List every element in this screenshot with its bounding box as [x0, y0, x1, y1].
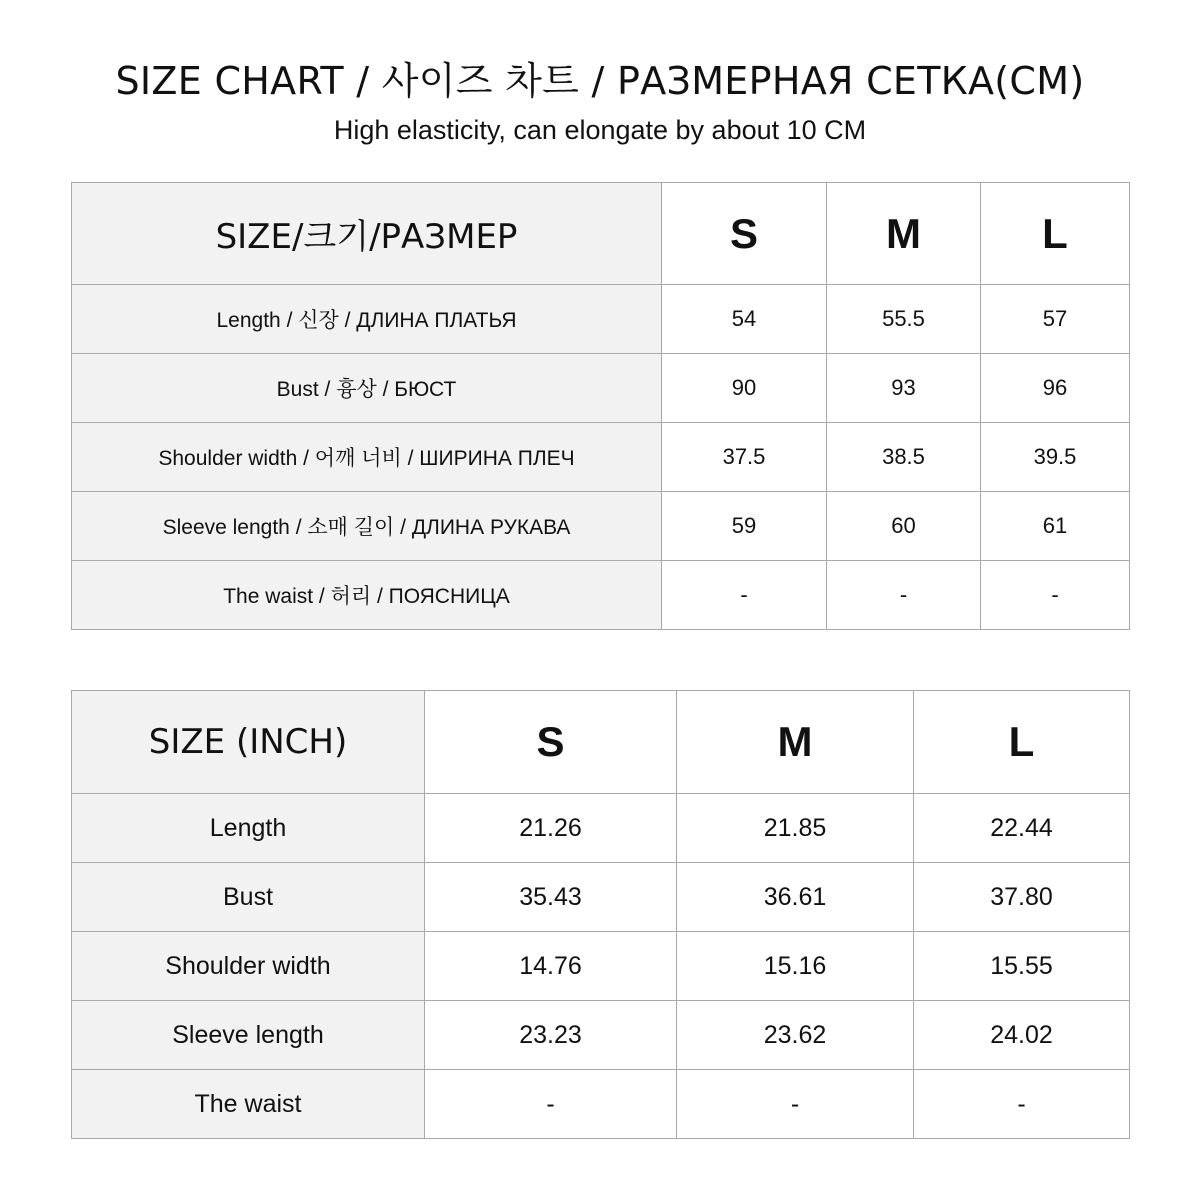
row-label-waist: The waist: [72, 1070, 425, 1139]
page-subtitle: High elasticity, can elongate by about 10 CM: [333, 115, 867, 145]
size-header-label: SIZE/크기/РАЗМЕР: [72, 183, 662, 285]
row-label-bust: Bust: [72, 863, 425, 932]
table-cell: 59: [662, 492, 827, 561]
table-row: [72, 492, 1130, 561]
table-cell: 54: [662, 285, 827, 354]
size-header-m: M: [677, 691, 914, 794]
table-row: [72, 932, 1130, 1001]
row-label-shoulder-width: Shoulder width: [72, 932, 425, 1001]
table-row: [72, 794, 1130, 863]
table-cell: 22.44: [914, 794, 1130, 863]
size-table-inch: [71, 690, 1130, 1139]
size-header-m: M: [827, 183, 981, 285]
table-cell: 60: [827, 492, 981, 561]
table-cell: -: [662, 561, 827, 630]
size-header-l: L: [981, 183, 1130, 285]
size-header-label: SIZE (INCH): [72, 691, 425, 794]
table-cell: 21.26: [425, 794, 677, 863]
table-cell: 96: [981, 354, 1130, 423]
table-row: [72, 561, 1130, 630]
table-cell: 37.5: [662, 423, 827, 492]
table-cell: -: [981, 561, 1130, 630]
table-row: [72, 1070, 1130, 1139]
table-cell: -: [425, 1070, 677, 1139]
table-header-row: [72, 691, 1130, 794]
row-label-length: Length / 신장 / ДЛИНА ПЛАТЬЯ: [72, 285, 662, 354]
row-label-sleeve-length: Sleeve length / 소매 길이 / ДЛИНА РУКАВА: [72, 492, 662, 561]
row-label-bust: Bust / 흉상 / БЮСТ: [72, 354, 662, 423]
table-cell: 57: [981, 285, 1130, 354]
table-cell: 93: [827, 354, 981, 423]
table-row: [72, 863, 1130, 932]
table-cell: 36.61: [677, 863, 914, 932]
table-cell: 61: [981, 492, 1130, 561]
table-cell: 23.62: [677, 1001, 914, 1070]
row-label-sleeve-length: Sleeve length: [72, 1001, 425, 1070]
size-header-s: S: [662, 183, 827, 285]
table-row: [72, 423, 1130, 492]
table-cell: 39.5: [981, 423, 1130, 492]
table-cell: 35.43: [425, 863, 677, 932]
table-cell: 90: [662, 354, 827, 423]
size-header-s: S: [425, 691, 677, 794]
row-label-length: Length: [72, 794, 425, 863]
row-label-shoulder-width: Shoulder width / 어깨 너비 / ШИРИНА ПЛЕЧ: [72, 423, 662, 492]
table-cell: 55.5: [827, 285, 981, 354]
table-cell: -: [827, 561, 981, 630]
page-title: SIZE CHART / 사이즈 차트 / РАЗМЕРНАЯ СЕТКА(CM): [115, 59, 1085, 103]
table-cell: 23.23: [425, 1001, 677, 1070]
table-cell: 21.85: [677, 794, 914, 863]
table-cell: 37.80: [914, 863, 1130, 932]
table-cell: 24.02: [914, 1001, 1130, 1070]
table-cell: 38.5: [827, 423, 981, 492]
size-table-cm: [71, 182, 1130, 630]
table-row: [72, 354, 1130, 423]
table-cell: 15.55: [914, 932, 1130, 1001]
table-cell: 14.76: [425, 932, 677, 1001]
table-header-row: [72, 183, 1130, 285]
size-header-l: L: [914, 691, 1130, 794]
table-cell: 15.16: [677, 932, 914, 1001]
table-cell: -: [677, 1070, 914, 1139]
row-label-waist: The waist / 허리 / ПОЯСНИЦА: [72, 561, 662, 630]
table-cell: -: [914, 1070, 1130, 1139]
table-row: [72, 1001, 1130, 1070]
table-row: [72, 285, 1130, 354]
